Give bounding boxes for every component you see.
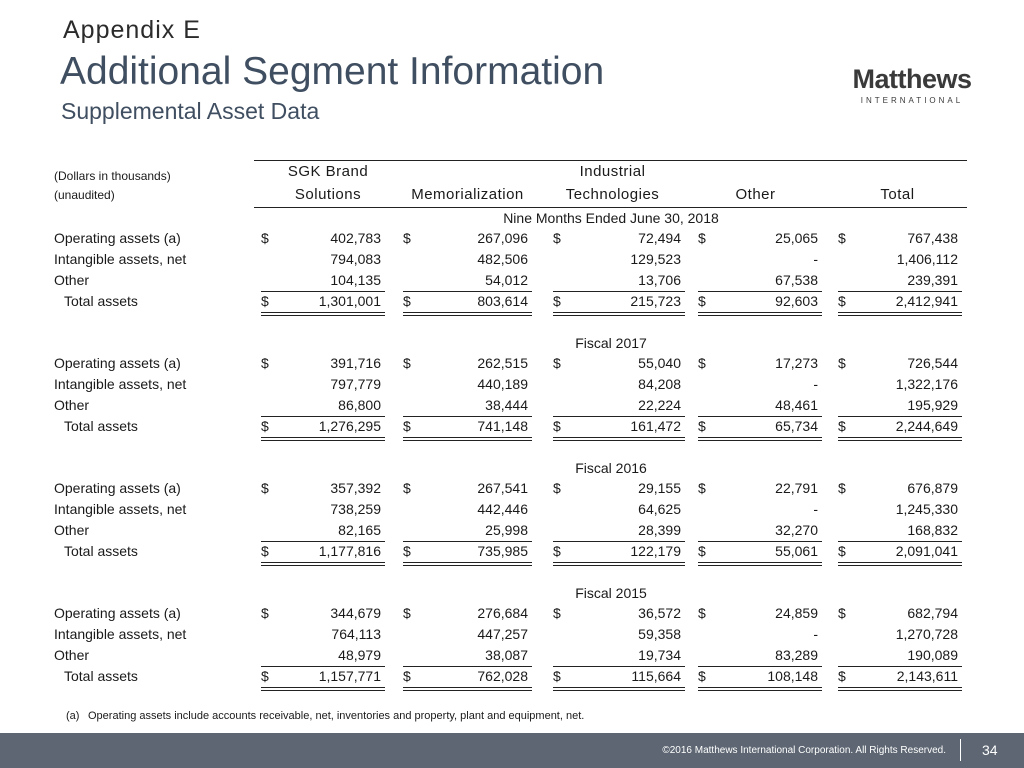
row-label: Intangible assets, net [54,626,187,642]
footnote-mark: (a) [66,710,80,722]
row-label: Operating assets (a) [54,230,181,246]
col-head-sgk-line2: Solutions [294,186,362,203]
total-double-rule [403,312,532,316]
currency-symbol: $ [403,418,411,434]
logo-subtitle: INTERNATIONAL [860,96,964,105]
cell-total: 190,089 [907,647,958,663]
cell-total: 2,244,649 [895,418,958,434]
currency-symbol: $ [698,230,706,246]
cell-total: 1,245,330 [895,501,958,517]
currency-symbol: $ [698,293,706,309]
total-row [54,541,967,561]
cell-memorialization: 762,028 [477,668,528,684]
total-double-rule [261,312,385,316]
cell-industrial: 13,706 [638,272,681,288]
subtotal-rule [838,416,962,417]
cell-memorialization: 803,614 [477,293,528,309]
currency-symbol: $ [838,293,846,309]
cell-total: 2,412,941 [895,293,958,309]
cell-memorialization: 276,684 [477,605,528,621]
currency-symbol: $ [261,293,269,309]
total-double-rule [261,687,385,691]
currency-symbol: $ [698,605,706,621]
cell-memorialization: 735,985 [477,543,528,559]
row-label: Total assets [64,418,138,434]
table-row [54,228,967,248]
row-label: Other [54,397,90,413]
table-row [54,374,967,394]
table-row [54,520,967,540]
total-double-rule [553,562,685,566]
currency-symbol: $ [403,355,411,371]
cell-total: 2,143,611 [896,668,958,684]
cell-sgk: 357,392 [330,480,381,496]
cell-other: 65,734 [775,418,818,434]
total-double-rule [553,312,685,316]
cell-industrial: 64,625 [638,501,681,517]
cell-sgk: 1,157,771 [318,668,381,684]
total-row [54,291,967,311]
currency-symbol: $ [838,543,846,559]
cell-sgk: 738,259 [330,501,381,517]
cell-industrial: 84,208 [638,376,681,392]
cell-memorialization: 482,506 [477,251,528,267]
cell-sgk: 794,083 [330,251,381,267]
cell-total: 195,929 [907,397,958,413]
cell-memorialization: 741,148 [477,418,528,434]
cell-other: 22,791 [775,480,818,496]
currency-symbol: $ [838,418,846,434]
row-label: Other [54,272,90,288]
cell-industrial: 161,472 [630,418,681,434]
cell-sgk: 402,783 [330,230,381,246]
cell-other: 32,270 [775,522,818,538]
cell-industrial: 19,734 [638,647,681,663]
row-label: Total assets [64,543,138,559]
currency-symbol: $ [838,355,846,371]
currency-symbol: $ [261,480,269,496]
footnote-text: Operating assets include accounts receivable, net, inventories and property, plant and equipment, net. [88,710,585,722]
total-double-rule [698,687,822,691]
total-double-rule [261,437,385,441]
total-double-rule [553,437,685,441]
currency-symbol: $ [698,543,706,559]
footer-divider [960,739,961,761]
section-title: Fiscal 2015 [575,585,647,601]
table-row [54,499,967,519]
cell-sgk: 86,800 [338,397,381,413]
row-label: Operating assets (a) [54,480,181,496]
subtotal-rule [698,291,822,292]
total-row [54,666,967,686]
total-double-rule [403,562,532,566]
cell-sgk: 764,113 [331,626,381,642]
cell-industrial: 55,040 [638,355,681,371]
subtotal-rule [553,666,685,667]
currency-symbol: $ [403,543,411,559]
footer-bar [0,733,1024,768]
row-label: Total assets [64,668,138,684]
subtotal-rule [403,541,532,542]
subtotal-rule [553,541,685,542]
footnote [66,710,584,722]
cell-other: 108,148 [767,668,818,684]
currency-symbol: $ [553,418,561,434]
cell-other: 48,461 [775,397,818,413]
cell-other: - [813,251,818,267]
cell-sgk: 344,679 [330,605,381,621]
cell-total: 676,879 [907,480,958,496]
cell-other: 25,065 [775,230,818,246]
subtotal-rule [403,416,532,417]
cell-total: 1,270,728 [895,626,958,642]
subtotal-rule [838,291,962,292]
subtotal-rule [261,291,385,292]
currency-symbol: $ [553,480,561,496]
header-top-rule [254,160,967,161]
cell-total: 767,438 [907,230,958,246]
units-note: (Dollars in thousands) [54,169,171,183]
subtotal-rule [838,666,962,667]
total-double-rule [838,437,962,441]
currency-symbol: $ [698,418,706,434]
cell-sgk: 48,979 [338,647,381,663]
total-double-rule [838,312,962,316]
cell-other: 24,859 [775,605,818,621]
page-subtitle: Supplemental Asset Data [61,98,320,124]
cell-other: - [813,501,818,517]
cell-memorialization: 38,444 [485,397,528,413]
currency-symbol: $ [403,293,411,309]
total-double-rule [403,687,532,691]
cell-other: - [813,626,818,642]
cell-sgk: 82,165 [338,522,381,538]
table-row [54,353,967,373]
cell-industrial: 59,358 [638,626,681,642]
cell-memorialization: 447,257 [477,626,528,642]
section-title: Fiscal 2017 [575,335,647,351]
table-row [54,624,967,644]
cell-sgk: 1,301,001 [318,293,381,309]
total-double-rule [698,437,822,441]
currency-symbol: $ [553,355,561,371]
currency-symbol: $ [261,355,269,371]
cell-other: 67,538 [775,272,818,288]
col-head-industrial-line2: Technologies [565,186,660,203]
col-head-total: Total [880,186,915,203]
total-double-rule [553,687,685,691]
currency-symbol: $ [261,543,269,559]
subtotal-rule [698,541,822,542]
cell-sgk: 1,276,295 [318,418,381,434]
col-head-sgk-line1: SGK Brand [287,163,369,180]
row-label: Other [54,647,90,663]
table-row [54,478,967,498]
currency-symbol: $ [698,355,706,371]
cell-sgk: 1,177,816 [318,543,381,559]
cell-total: 2,091,041 [895,543,958,559]
cell-industrial: 36,572 [638,605,681,621]
table-row [54,603,967,623]
total-row [54,416,967,436]
cell-industrial: 29,155 [638,480,681,496]
col-head-industrial-line1: Industrial [579,163,646,180]
cell-sgk: 391,716 [330,355,381,371]
unaudited-note: (unaudited) [54,188,115,202]
cell-memorialization: 267,541 [477,480,528,496]
cell-memorialization: 267,096 [477,230,528,246]
currency-symbol: $ [403,230,411,246]
table-row [54,395,967,415]
currency-symbol: $ [261,418,269,434]
subtotal-rule [403,291,532,292]
cell-industrial: 22,224 [638,397,681,413]
currency-symbol: $ [838,230,846,246]
cell-sgk: 797,779 [330,376,381,392]
section-title: Fiscal 2016 [575,460,647,476]
currency-symbol: $ [261,668,269,684]
total-double-rule [698,312,822,316]
cell-total: 726,544 [907,355,958,371]
section-title: Nine Months Ended June 30, 2018 [503,210,719,226]
logo-wordmark: Matthews [852,64,972,94]
cell-other: - [813,376,818,392]
cell-memorialization: 25,998 [485,522,528,538]
currency-symbol: $ [838,605,846,621]
currency-symbol: $ [553,230,561,246]
row-label: Total assets [64,293,138,309]
total-double-rule [261,562,385,566]
row-label: Operating assets (a) [54,605,181,621]
page-number: 34 [982,742,998,758]
row-label: Intangible assets, net [54,376,187,392]
appendix-label: Appendix E [63,16,201,44]
total-double-rule [403,437,532,441]
currency-symbol: $ [261,230,269,246]
row-label: Other [54,522,90,538]
currency-symbol: $ [553,605,561,621]
currency-symbol: $ [553,668,561,684]
cell-total: 682,794 [907,605,958,621]
currency-symbol: $ [698,480,706,496]
cell-memorialization: 54,012 [485,272,528,288]
cell-memorialization: 440,189 [477,376,528,392]
col-head-other: Other [735,186,776,203]
header-bottom-rule [254,207,967,208]
cell-other: 17,273 [775,355,818,371]
cell-sgk: 104,135 [330,272,381,288]
cell-memorialization: 442,446 [477,501,528,517]
table-row [54,249,967,269]
cell-total: 1,322,176 [895,376,958,392]
cell-other: 83,289 [775,647,818,663]
cell-industrial: 122,179 [630,543,681,559]
subtotal-rule [553,291,685,292]
matthews-logo [852,64,972,105]
total-double-rule [698,562,822,566]
col-head-memorialization: Memorialization [411,186,524,203]
total-double-rule [838,562,962,566]
subtotal-rule [698,416,822,417]
cell-other: 92,603 [775,293,818,309]
subtotal-rule [261,666,385,667]
currency-symbol: $ [261,605,269,621]
row-label: Operating assets (a) [54,355,181,371]
cell-industrial: 115,664 [631,668,681,684]
subtotal-rule [261,541,385,542]
cell-industrial: 72,494 [638,230,681,246]
cell-memorialization: 38,087 [485,647,528,663]
currency-symbol: $ [698,668,706,684]
currency-symbol: $ [838,668,846,684]
page-title: Additional Segment Information [60,50,605,93]
cell-memorialization: 262,515 [477,355,528,371]
total-double-rule [838,687,962,691]
copyright-text: ©2016 Matthews International Corporation. All Rights Reserved. [662,745,946,756]
cell-other: 55,061 [775,543,818,559]
cell-industrial: 215,723 [630,293,681,309]
currency-symbol: $ [838,480,846,496]
table-row [54,645,967,665]
currency-symbol: $ [403,668,411,684]
cell-industrial: 129,523 [630,251,681,267]
cell-industrial: 28,399 [638,522,681,538]
subtotal-rule [261,416,385,417]
subtotal-rule [553,416,685,417]
table-row [54,270,967,290]
currency-symbol: $ [553,293,561,309]
cell-total: 239,391 [907,272,958,288]
subtotal-rule [838,541,962,542]
row-label: Intangible assets, net [54,251,187,267]
subtotal-rule [403,666,532,667]
cell-total: 1,406,112 [896,251,958,267]
currency-symbol: $ [403,605,411,621]
row-label: Intangible assets, net [54,501,187,517]
subtotal-rule [698,666,822,667]
currency-symbol: $ [403,480,411,496]
cell-total: 168,832 [907,522,958,538]
currency-symbol: $ [553,543,561,559]
